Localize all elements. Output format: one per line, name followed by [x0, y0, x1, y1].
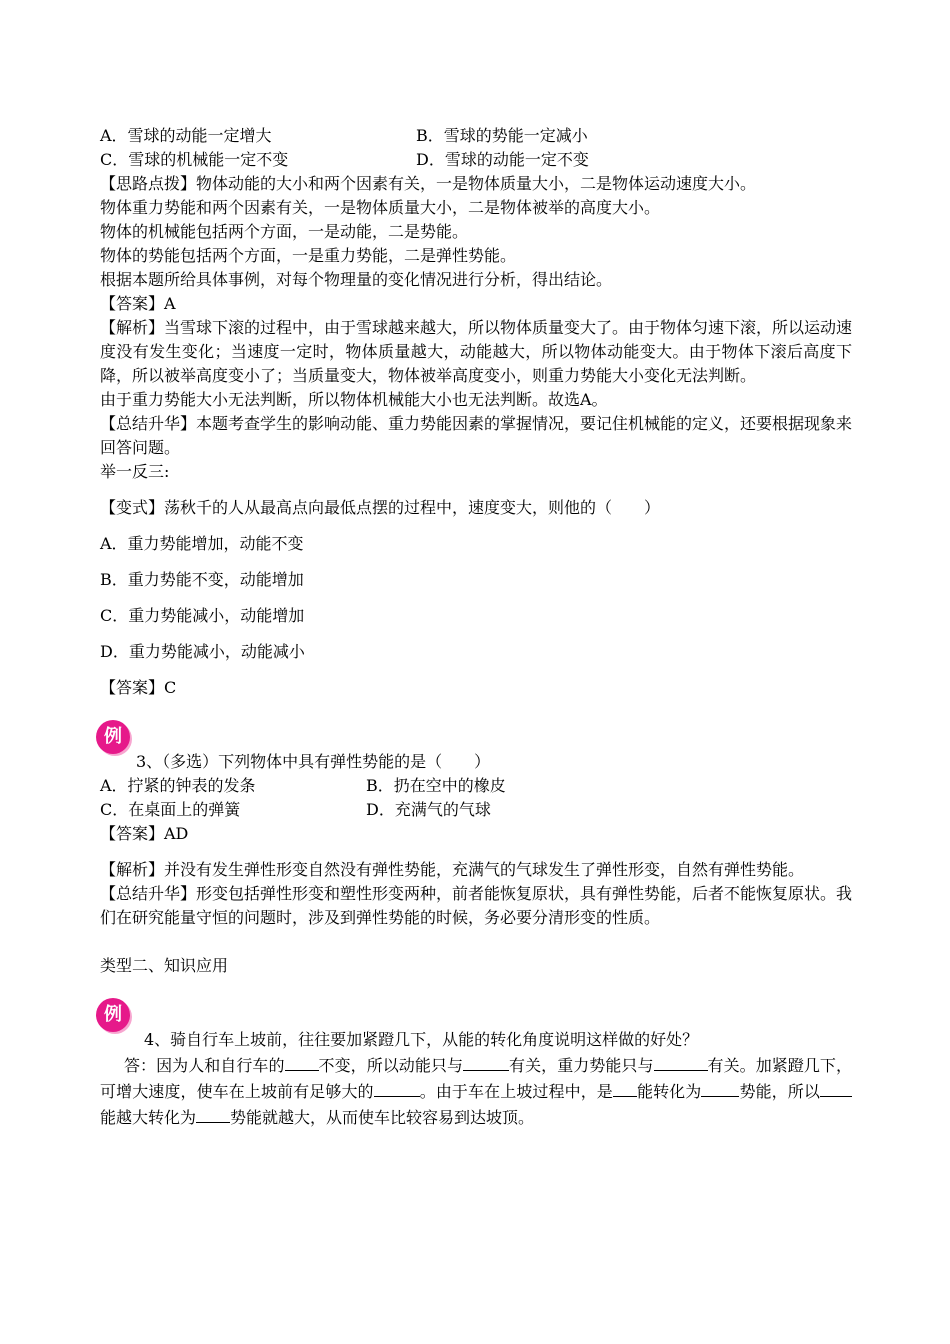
q2-options-row-1: [100, 124, 860, 148]
q2-hint-5: 根据本题所给具体事例，对每个物理量的变化情况进行分析，得出结论。: [100, 270, 613, 289]
example-badge-icon: 例: [96, 720, 130, 754]
fill-blank[interactable]: [654, 1052, 708, 1071]
q3-option-b: B．扔在空中的橡皮: [366, 776, 506, 795]
example-badge-icon-2: 例: [96, 998, 130, 1032]
variant-option-d: D．重力势能减小，动能减小: [100, 642, 305, 661]
q2-option-c: C．雪球的机械能一定不变: [100, 150, 289, 169]
q2-hint-2: 物体重力势能和两个因素有关，一是物体质量大小，二是物体被举的高度大小。: [100, 198, 661, 217]
q3-options-row-1: [100, 774, 860, 798]
variant-answer: 【答案】C: [100, 678, 177, 697]
q4-question: 4、骑自行车上坡前，往往要加紧蹬几下，从能的转化角度说明这样做的好处？: [144, 1030, 699, 1049]
document-page: [100, 124, 860, 1130]
type2-header: 类型二、知识应用: [100, 956, 229, 975]
q3-answer: 【答案】AD: [100, 824, 189, 843]
fill-blank[interactable]: [701, 1078, 739, 1097]
variant-header: 举一反三:: [100, 462, 170, 481]
q2-summary: 【总结升华】本题考查学生的影响动能、重力势能因素的掌握情况，要记住机械能的定义，还要根据现象来回答问题。: [100, 414, 853, 457]
variant-option-b: B．重力势能不变，动能增加: [100, 570, 304, 589]
q2-options-row-2: [100, 148, 860, 172]
q4-question-row: [100, 1004, 860, 1052]
q3-summary: 【总结升华】形变包括弹性形变和塑性形变两种，前者能恢复原状，具有弹性势能，后者不能恢复原状。我们在研究能量守恒的问题时，涉及到弹性势能的时候，务必要分清形变的性质。: [100, 884, 853, 927]
q2-option-a: A．雪球的动能一定增大: [100, 126, 272, 145]
q3-option-d: D．充满气的气球: [366, 800, 491, 819]
q2-hint-1: 【思路点拨】物体动能的大小和两个因素有关，一是物体质量大小，二是物体运动速度大小。: [100, 174, 757, 193]
fill-blank[interactable]: [820, 1078, 852, 1097]
fill-blank[interactable]: [196, 1104, 230, 1123]
q2-option-b: B．雪球的势能一定减小: [416, 126, 588, 145]
fill-blank[interactable]: [463, 1052, 509, 1071]
q3-analysis: 【解析】并没有发生弹性形变自然没有弹性势能，充满气的气球发生了弹性形变，自然有弹性势能。: [100, 860, 805, 879]
q3-options-row-2: [100, 798, 860, 822]
variant-option-c: C．重力势能减小，动能增加: [100, 606, 305, 625]
fill-blank[interactable]: [613, 1078, 637, 1097]
q2-hint-4: 物体的势能包括两个方面，一是重力势能，二是弹性势能。: [100, 246, 517, 265]
q3-option-c: C．在桌面上的弹簧: [100, 800, 241, 819]
q2-hint-3: 物体的机械能包括两个方面，一是动能，二是势能。: [100, 222, 469, 241]
q4-answer: 答：因为人和自行车的 不变，所以动能只与 有关，重力势能只与 有关。加紧蹬几下，可增大速度，使车在上坡前有足够大的 。由于车在上坡过程中，是 能转化为 势能，所以能越大转化为 势能就越大，从而使车比较容易到达坡顶。: [100, 1052, 852, 1130]
q3-question-row: [100, 726, 860, 774]
q2-analysis: 【解析】当雪球下滚的过程中，由于雪球越来越大，所以物体质量变大了。由于物体匀速下滚，所以运动速度没有发生变化；当速度一定时，物体质量越大，动能越大，所以物体动能变大。由于物体下滚后高度下降，所以被举高度变小了；当质量变大，物体被举高度变小，则重力势能大小变化无法判断。: [100, 318, 853, 385]
fill-blank[interactable]: [285, 1052, 319, 1071]
q3-question: 3、（多选）下列物体中具有弹性势能的是（ ）: [136, 752, 491, 771]
q2-analysis-conclusion: 由于重力势能大小无法判断，所以物体机械能大小也无法判断。故选A。: [100, 390, 608, 409]
q3-option-a: A．拧紧的钟表的发条: [100, 776, 256, 795]
variant-option-a: A．重力势能增加，动能不变: [100, 534, 304, 553]
fill-blank[interactable]: [374, 1078, 420, 1097]
q2-answer: 【答案】A: [100, 294, 176, 313]
q2-option-d: D．雪球的动能一定不变: [416, 150, 589, 169]
variant-question: 【变式】荡秋千的人从最高点向最低点摆的过程中，速度变大，则他的（ ）: [100, 498, 661, 517]
